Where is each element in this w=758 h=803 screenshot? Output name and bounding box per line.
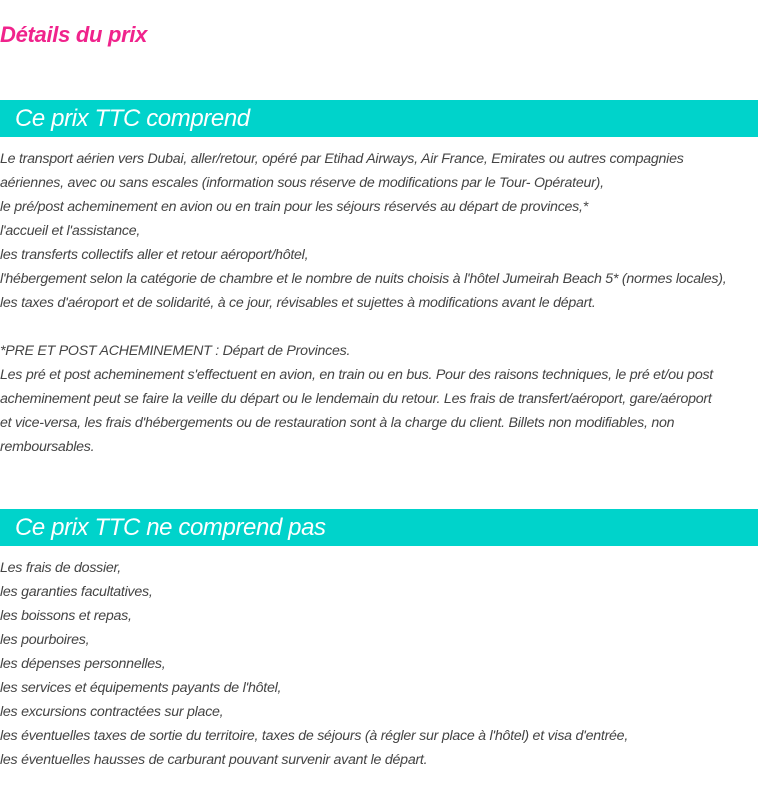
- note-line: remboursables.: [0, 439, 95, 455]
- note-line: Les pré et post acheminement s'effectuent en avion, en train ou en bus. Pour des raisons techniques, le pré et/ou post: [0, 367, 713, 383]
- list-item: les garanties facultatives,: [0, 584, 153, 600]
- list-item: les boissons et repas,: [0, 608, 132, 624]
- list-item: les pourboires,: [0, 632, 90, 648]
- list-item: les éventuelles hausses de carburant pouvant survenir avant le départ.: [0, 752, 428, 768]
- note-line: et vice-versa, les frais d'hébergements ou de restauration sont à la charge du client. Billets non modifiables, non: [0, 415, 675, 431]
- section-heading-excluded: Ce prix TTC ne comprend pas: [15, 514, 326, 541]
- list-item: Les frais de dossier,: [0, 560, 121, 576]
- note-line: acheminement peut se faire la veille du départ ou le lendemain du retour. Les frais de transfert/aéroport, gare/aéroport: [0, 391, 712, 407]
- list-item: le pré/post acheminement en avion ou en train pour les séjours réservés au départ de provinces,*: [0, 199, 588, 215]
- list-item: les dépenses personnelles,: [0, 656, 166, 672]
- list-item: Le transport aérien vers Dubai, aller/retour, opéré par Etihad Airways, Air France, Emirates ou autres compagnies: [0, 151, 684, 167]
- note-title: *PRE ET POST ACHEMINEMENT : Départ de Provinces.: [0, 343, 351, 359]
- list-item: les excursions contractées sur place,: [0, 704, 224, 720]
- list-item: l'hébergement selon la catégorie de chambre et le nombre de nuits choisis à l'hôtel Jumeirah Beach 5* (normes locales),: [0, 271, 727, 287]
- list-item: l'accueil et l'assistance,: [0, 223, 141, 239]
- section-header-included: [0, 100, 758, 137]
- list-item: les transferts collectifs aller et retour aéroport/hôtel,: [0, 247, 309, 263]
- list-item: aériennes, avec ou sans escales (information sous réserve de modifications par le Tour- Opérateur),: [0, 175, 604, 191]
- list-item: les éventuelles taxes de sortie du territoire, taxes de séjours (à régler sur place à l'hôtel) et visa d'entrée,: [0, 728, 629, 744]
- excluded-items-list: [0, 556, 758, 772]
- section-header-excluded: [0, 509, 758, 546]
- included-items-list: [0, 147, 758, 315]
- page-title: Détails du prix: [0, 22, 148, 47]
- pre-post-transport-note: [0, 339, 758, 459]
- list-item: les services et équipements payants de l'hôtel,: [0, 680, 282, 696]
- list-item: les taxes d'aéroport et de solidarité, à ce jour, révisables et sujettes à modifications avant le départ.: [0, 295, 596, 311]
- section-heading-included: Ce prix TTC comprend: [15, 105, 250, 132]
